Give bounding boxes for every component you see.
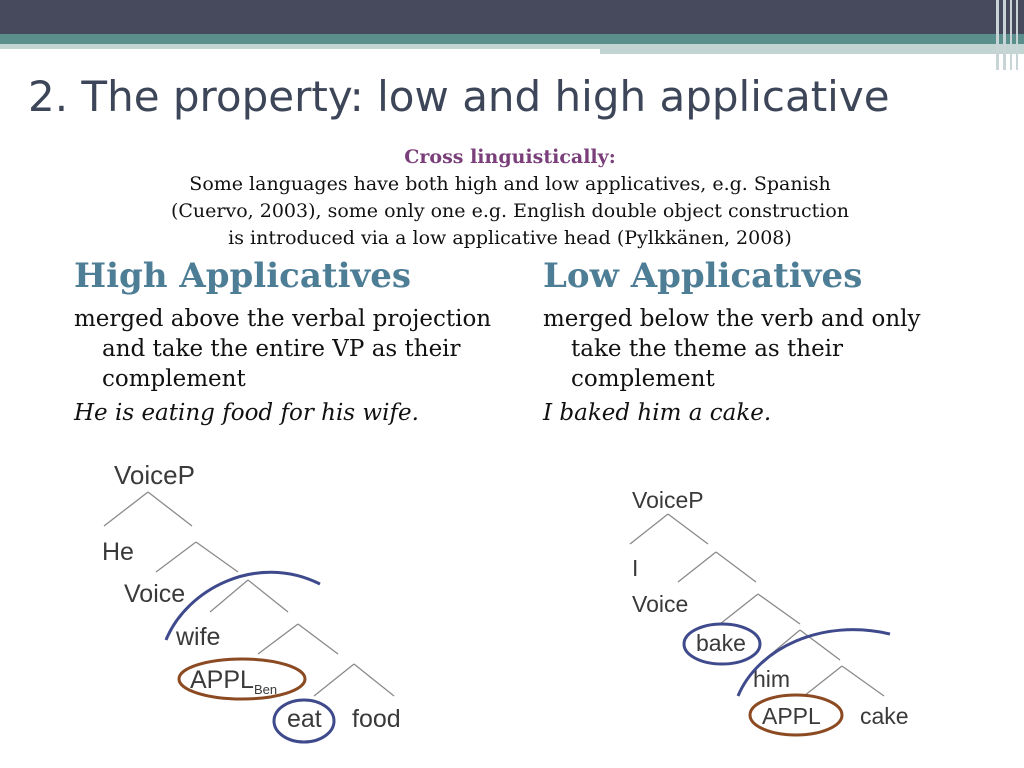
high-applicatives-heading: High Applicatives	[74, 256, 412, 296]
high-applicative-tree	[0, 440, 520, 768]
decor-rule	[1016, 0, 1018, 70]
low-example: I baked him a cake.	[543, 400, 772, 426]
intro-block	[100, 144, 920, 252]
tree-node-cake: cake	[860, 703, 909, 729]
tree-node-eat: eat	[287, 705, 322, 733]
header-stripe	[0, 34, 1024, 44]
tree-branch	[104, 492, 148, 526]
low-applicatives-heading: Low Applicatives	[543, 256, 863, 296]
slide-title: 2. The property: low and high applicative	[28, 72, 890, 121]
high-example: He is eating food for his wife.	[74, 400, 419, 426]
tree-branch	[678, 552, 716, 582]
low-applicative-tree	[560, 470, 1000, 768]
tree-branch	[196, 542, 238, 572]
tree-branch	[156, 542, 196, 572]
tree-node-bake: bake	[696, 630, 746, 656]
tree-branch	[248, 580, 288, 612]
tree-branch	[630, 514, 668, 544]
tree-branch	[804, 666, 842, 696]
tree-node-he: He	[102, 538, 134, 566]
decor-rule	[1003, 0, 1006, 70]
intro-heading: Cross linguistically:	[404, 146, 616, 168]
tree-branch	[758, 594, 800, 624]
tree-branch	[298, 624, 338, 654]
tree-node-i: I	[632, 555, 639, 581]
tree-branch	[148, 492, 192, 526]
header-stripe-light	[0, 44, 600, 49]
intro-line: (Cuervo, 2003), some only one e.g. English double object construction	[170, 200, 850, 222]
header-bar	[0, 0, 1024, 34]
tree-node-voice: Voice	[124, 580, 186, 608]
tree-node-him: him	[753, 666, 791, 692]
header-stripe-light-right	[600, 44, 1024, 54]
tree-node-appl	[190, 666, 277, 697]
tree-branch	[842, 666, 884, 696]
decor-rule	[996, 0, 999, 70]
appl-label: APPL	[190, 666, 254, 694]
appl-subscript: Ben	[253, 682, 278, 697]
high-description: merged above the verbal projection and take the entire VP as their complement	[74, 306, 492, 392]
tree-branch	[716, 552, 756, 582]
high-applicatives-body	[74, 304, 494, 428]
tree-node-voicep: VoiceP	[114, 460, 195, 490]
tree-branch	[314, 664, 354, 696]
tree-node-food: food	[352, 705, 401, 733]
tree-node-appl: APPL	[762, 703, 821, 729]
intro-line: is introduced via a low applicative head (Pylkkänen, 2008)	[228, 227, 792, 249]
tree-node-voicep: VoiceP	[632, 487, 704, 513]
low-description: merged below the verb and only take the theme as their complement	[543, 306, 921, 392]
tree-branch	[258, 624, 298, 654]
tree-branch	[720, 594, 758, 624]
tree-node-wife: wife	[176, 623, 221, 651]
tree-branch	[668, 514, 708, 544]
tree-node-voice: Voice	[632, 591, 689, 617]
intro-line: Some languages have both high and low applicatives, e.g. Spanish	[189, 173, 831, 195]
tree-branch	[354, 664, 394, 696]
decor-rule	[1010, 0, 1012, 70]
low-applicatives-body	[543, 304, 963, 428]
